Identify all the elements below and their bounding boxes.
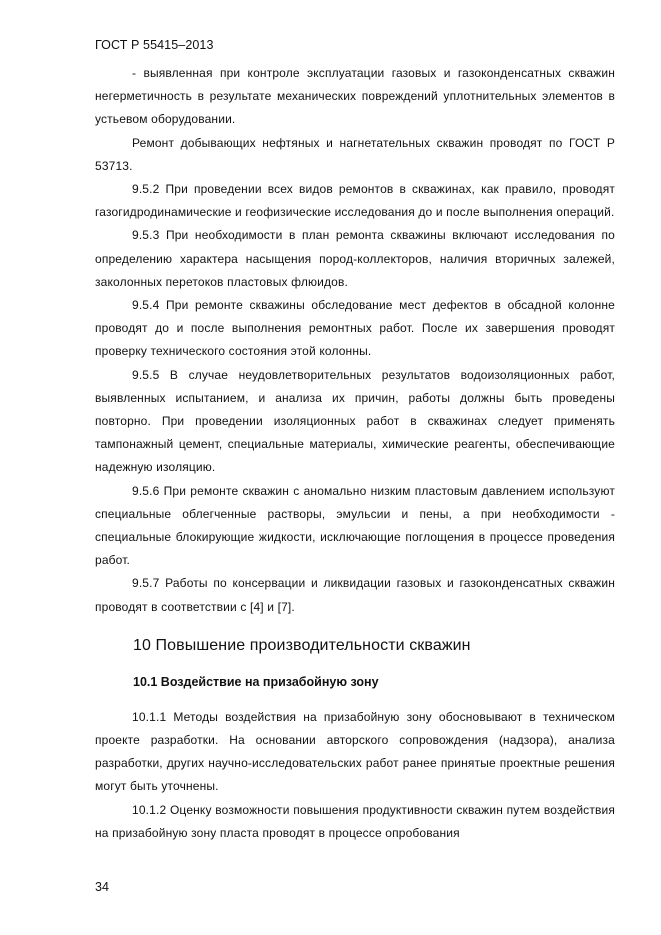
paragraph-9-5-4: 9.5.4 При ремонте скважины обследование мест дефектов в обсадной колонне проводят до и после выполнения ремонтных работ. После их завершения проводят проверку технического состояния этой колонны. [95,298,615,359]
document-body [95,62,615,845]
paragraph-9-5-3: 9.5.3 При необходимости в план ремонта скважины включают исследования по определению характера насыщения пород-коллекторов, наличия вторичных залежей, заколонных перетоков пластовых флюидов. [95,228,615,289]
paragraph-9-5-7: 9.5.7 Работы по консервации и ликвидации газовых и газоконденсатных скважин проводят в соответствии с [4] и [7]. [95,576,615,614]
paragraph-9-5-5: 9.5.5 В случае неудовлетворительных результатов водоизоляционных работ, выявленных испытанием, и анализа их причин, работы должны быть проведены повторно. При проведении изоляционных работ в скважинах следует применять тампонажный цемент, специальные материалы, химические реагенты, обеспечивающие надежную изоляцию. [95,367,615,475]
page-header-standard: ГОСТ Р 55415–2013 [95,38,214,52]
paragraph-9-5-2: 9.5.2 При проведении всех видов ремонтов в скважинах, как правило, проводят газогидродинамические и геофизические исследования до и после выполнения операций. [95,182,615,220]
paragraph-10-1-2: 10.1.2 Оценку возможности повышения продуктивности скважин путем воздействия на призабойную зону пласта проводят в процессе опробования [95,802,615,840]
paragraph-10-1-1: 10.1.1 Методы воздействия на призабойную зону обосновывают в техническом проекте разработки. На основании авторского сопровождения (надзора), анализа разработки, других научно-исследовательских работ ранее принятые проектные решения могут быть уточнены. [95,709,615,794]
page-number: 34 [95,880,109,894]
paragraph-9-5-6: 9.5.6 При ремонте скважин с аномально низким пластовым давлением используют специальные облегченные растворы, эмульсии и пены, а при необходимости - специальные блокирующие жидкости, исключающие поглощения в процессе проведения работ. [95,483,615,568]
subsection-title: 10.1 Воздействие на призабойную зону [133,674,379,689]
paragraph-repair-reference: Ремонт добывающих нефтяных и нагнетательных скважин проводят по ГОСТ Р 53713. [95,135,615,173]
paragraph-leakage-item: - выявленная при контроле эксплуатации газовых и газоконденсатных скважин негерметичность в результате механических повреждений уплотнительных элементов в устьевом оборудовании. [95,66,615,127]
section-title: 10 Повышение производительности скважин [133,636,471,654]
